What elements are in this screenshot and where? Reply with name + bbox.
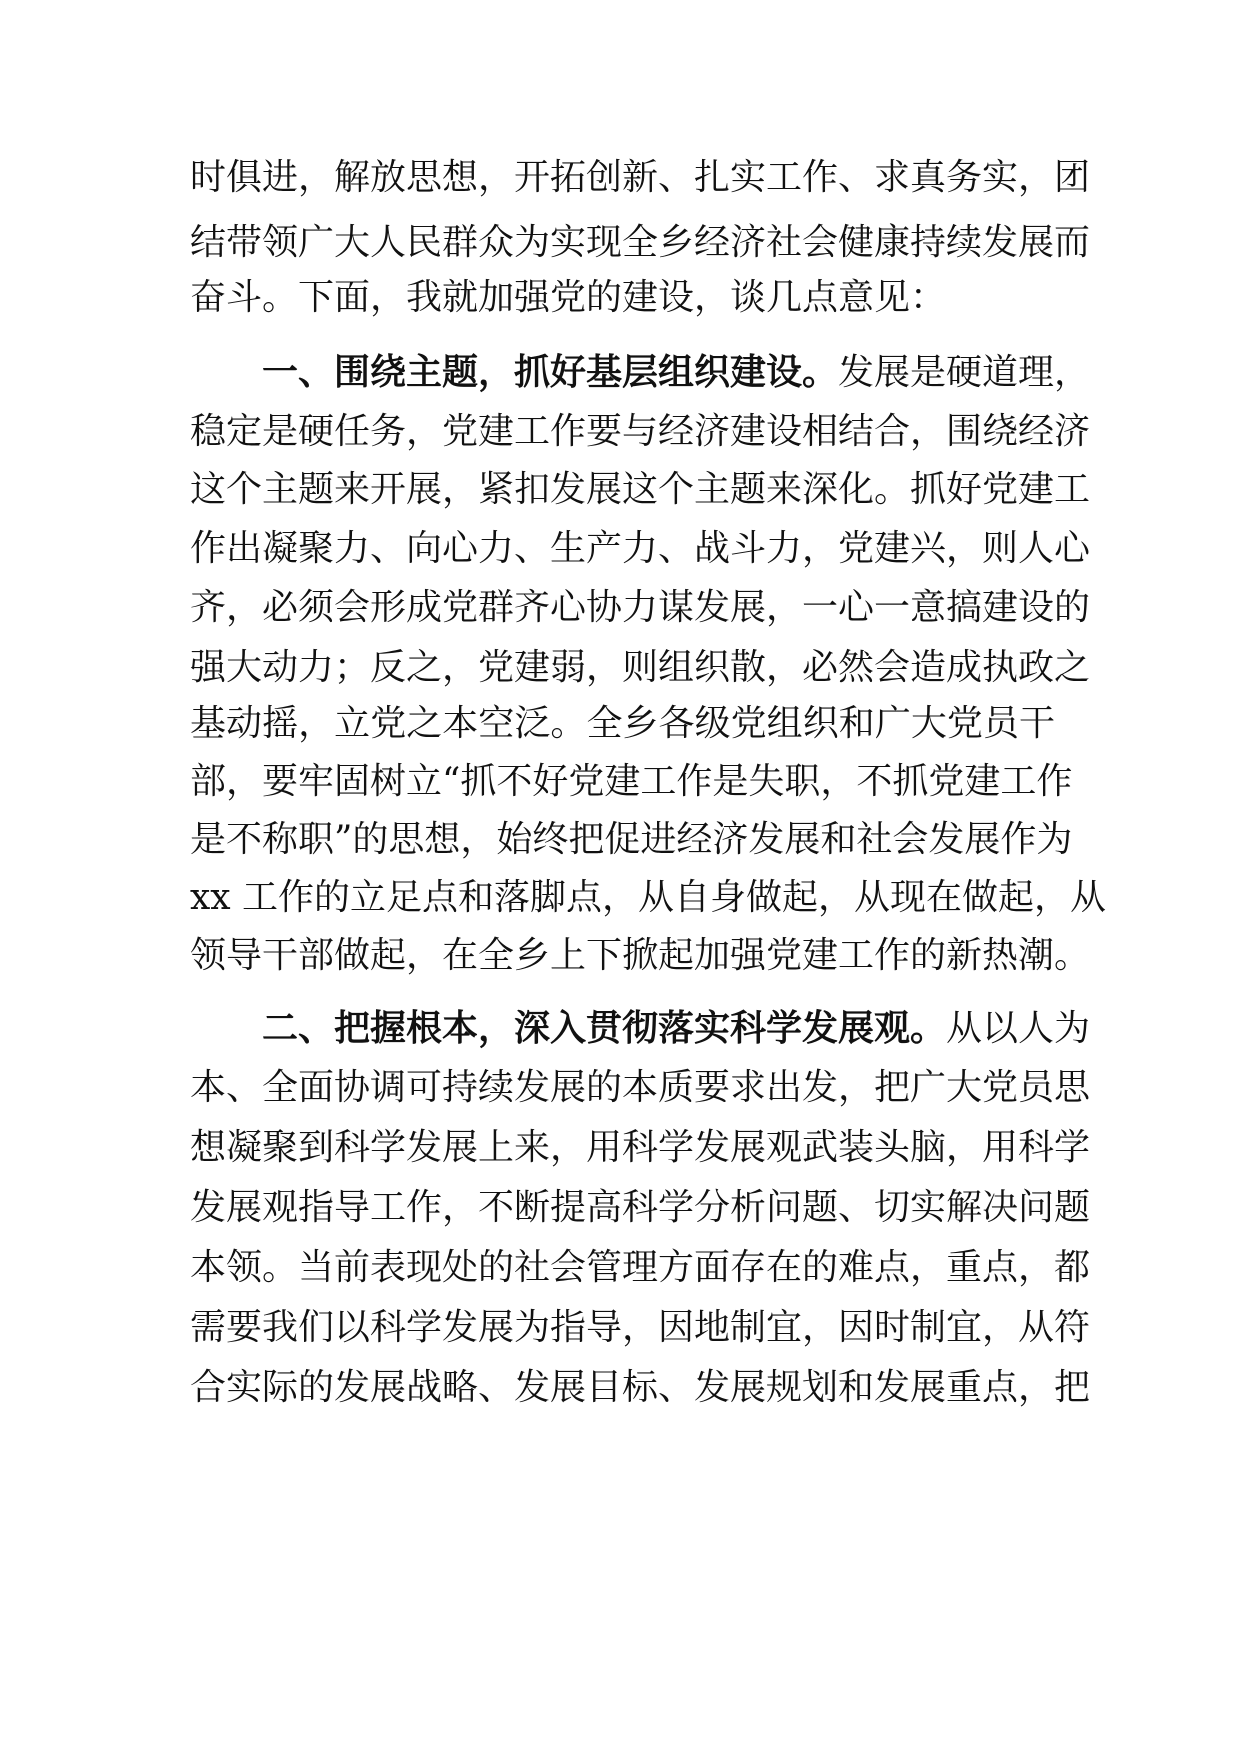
- section-text-2: 从以人为: [946, 1008, 1091, 1049]
- paragraph-line: 稳定是硬任务，党建工作要与经济建设相结合，围绕经济: [190, 411, 1091, 452]
- paragraph-line: 齐，必须会形成党群齐心协力谋发展，一心一意搞建设的: [190, 587, 1091, 628]
- paragraph-line: 作出凝聚力、向心力、生产力、战斗力，党建兴，则人心: [190, 528, 1091, 569]
- paragraph-line: 这个主题来开展，紧扣发展这个主题来深化。抓好党建工: [190, 469, 1091, 510]
- paragraph-line: 部，要牢固树立“抓不好党建工作是失职，不抓党建工作: [190, 761, 1073, 802]
- paragraph-line: 时俱进，解放思想，开拓创新、扎实工作、求真务实，团: [190, 157, 1091, 198]
- paragraph-line: 奋斗。下面，我就加强党的建设，谈几点意见：: [190, 277, 947, 318]
- section-heading-1: 一、围绕主题，抓好基层组织建设。: [262, 351, 839, 393]
- paragraph-line: 基动摇，立党之本空泛。全乡各级党组织和广大党员干: [190, 703, 1055, 744]
- paragraph-line: 需要我们以科学发展为指导，因地制宜，因时制宜，从符: [190, 1307, 1091, 1348]
- section-heading-line: [190, 340, 1091, 404]
- paragraph-line: 结带领广大人民群众为实现全乡经济社会健康持续发展而: [190, 222, 1091, 263]
- paragraph-line: xx 工作的立足点和落脚点，从自身做起，从现在做起，从: [190, 877, 1107, 918]
- paragraph-line: 领导干部做起，在全乡上下掀起加强党建工作的新热潮。: [190, 935, 1091, 976]
- paragraph-line: 本领。当前表现处的社会管理方面存在的难点，重点，都: [190, 1247, 1091, 1288]
- paragraph-line: 强大动力；反之，党建弱，则组织散，必然会造成执政之: [190, 647, 1091, 688]
- paragraph-line: 本、全面协调可持续发展的本质要求出发，把广大党员思: [190, 1067, 1091, 1108]
- section-heading-2: 二、把握根本，深入贯彻落实科学发展观。: [262, 1007, 947, 1049]
- section-heading-line: [190, 996, 1091, 1060]
- paragraph-line: 是不称职”的思想，始终把促进经济发展和社会发展作为: [190, 819, 1073, 860]
- paragraph-line: 发展观指导工作，不断提高科学分析问题、切实解决问题: [190, 1187, 1091, 1228]
- paragraph-line: 合实际的发展战略、发展目标、发展规划和发展重点，把: [190, 1367, 1091, 1408]
- section-text-1: 发展是硬道理，: [838, 352, 1091, 393]
- paragraph-line: 想凝聚到科学发展上来，用科学发展观武装头脑，用科学: [190, 1127, 1091, 1168]
